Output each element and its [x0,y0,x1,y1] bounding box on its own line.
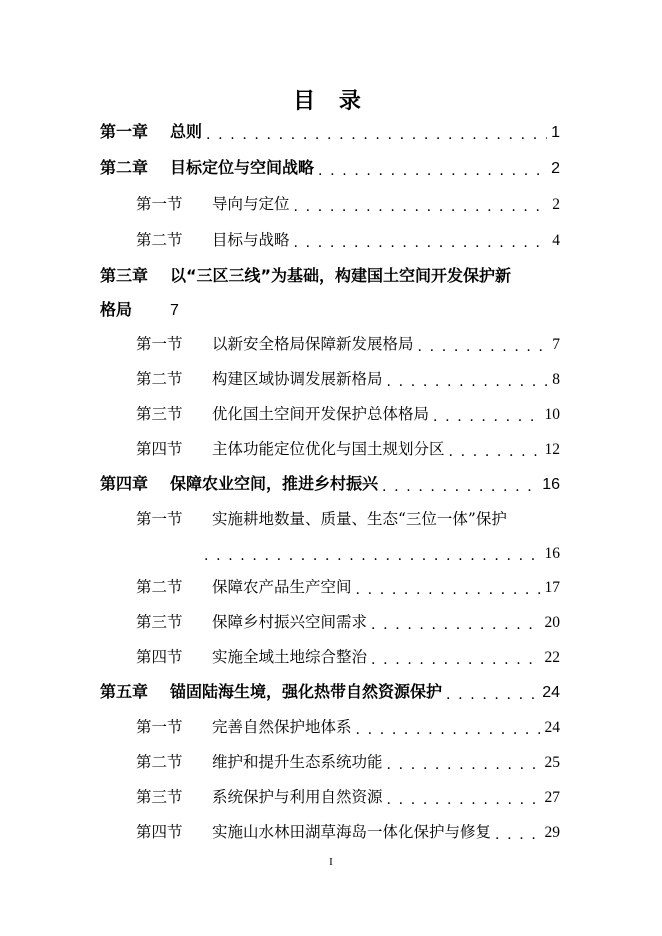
section-label [136,332,414,354]
toc-section-2-1[interactable] [136,186,560,214]
chapter-label [100,263,511,286]
chapter-label [100,471,378,494]
section-title: 实施耕地数量、质量、生态“三位一体”保护 [212,510,507,528]
toc-chapter-4[interactable] [100,466,560,494]
toc-chapter-1[interactable] [100,114,560,142]
toc-title: 目 录 [293,88,369,114]
page-number: 7 [552,336,560,353]
section-number: 第二节 [136,753,183,771]
footer-page-number: I [329,856,333,868]
leader-dots [204,549,541,563]
page-number: 2 [552,196,560,213]
toc-section-3-2[interactable] [136,361,560,389]
section-label [136,228,290,250]
toc-section-5-3[interactable] [136,779,560,807]
chapter-number: 第三章 [100,266,149,285]
section-number: 第三节 [136,613,183,631]
section-number: 第一节 [136,510,183,528]
chapter-number: 第一章 [100,122,149,141]
page-number: 4 [552,232,560,249]
chapter-label [100,679,442,702]
section-number: 第四节 [136,648,183,666]
leader-dots [356,583,541,597]
section-number: 第一节 [136,335,183,353]
section-number: 第二节 [136,578,183,596]
leader-dots [387,758,541,772]
leader-dots [294,236,549,250]
toc-section-5-1[interactable] [136,709,560,737]
toc-section-4-3[interactable] [136,604,560,632]
section-number: 第三节 [136,405,183,423]
section-number: 第四节 [136,440,183,458]
leader-dots [387,793,541,807]
chapter-title-line2: 格局 [100,300,133,319]
section-label [136,645,367,667]
section-number: 第二节 [136,370,183,388]
section-title: 优化国土空间开发保护总体格局 [212,405,430,423]
toc-section-3-1[interactable] [136,326,560,354]
section-label [136,575,352,597]
toc-section-4-2[interactable] [136,569,560,597]
leader-dots [371,618,540,632]
section-label [136,192,290,214]
page-number: 10 [544,406,560,423]
chapter-title: 目标定位与空间战略 [170,158,315,177]
section-label [136,402,429,424]
chapter-number: 第四章 [100,474,149,493]
toc-section-4-1[interactable] [136,501,560,529]
page-number: 2 [551,160,560,177]
page-number: 12 [544,441,560,458]
section-label [136,367,383,389]
page-number: 20 [544,614,560,631]
toc-chapter-2[interactable] [100,150,560,178]
chapter-number: 第五章 [100,682,149,701]
section-number: 第一节 [136,718,183,736]
leader-dots [418,340,549,354]
leader-dots [318,164,547,178]
page-number: 24 [544,719,560,736]
section-title: 维护和提升生态系统功能 [212,753,383,771]
section-title: 完善自然保护地体系 [212,718,352,736]
chapter-title: 总则 [170,122,203,141]
section-title: 导向与定位 [212,195,290,213]
leader-dots [495,828,540,842]
leader-dots [446,688,538,702]
chapter-number: 第二章 [100,158,149,177]
page-number: 29 [544,824,560,841]
toc-chapter-3-continued[interactable] [100,292,560,320]
section-title: 主体功能定位优化与国土规划分区 [212,440,445,458]
leader-dots [294,200,549,214]
section-label [136,715,352,737]
page-number: 1 [551,124,560,141]
section-title: 系统保护与利用自然资源 [212,788,383,806]
section-title: 保障农产品生产空间 [212,578,352,596]
chapter-label [100,155,314,178]
section-title: 目标与战略 [212,231,290,249]
toc-section-2-2[interactable] [136,222,560,250]
section-title: 构建区域协调发展新格局 [212,370,383,388]
leader-dots [387,375,549,389]
page-number: 25 [544,754,560,771]
section-label [136,820,491,842]
section-label [136,785,383,807]
section-title: 保障乡村振兴空间需求 [212,613,368,631]
section-label [136,610,367,632]
section-label [136,750,383,772]
section-title: 实施全域土地综合整治 [212,648,368,666]
chapter-label [100,119,202,142]
section-number: 第二节 [136,231,183,249]
toc-chapter-5[interactable] [100,674,560,702]
page-number: 16 [544,545,560,562]
page-number: 7 [170,302,179,319]
toc-section-4-4[interactable] [136,639,560,667]
toc-chapter-3[interactable] [100,258,560,286]
toc-section-3-4[interactable] [136,431,560,459]
chapter-title-line1: 以“三区三线”为基础，构建国土空间开发保护新 [170,266,512,285]
section-title: 实施山水林田湖草海岛一体化保护与修复 [212,823,492,841]
leader-dots [206,128,547,142]
section-title: 以新安全格局保障新发展格局 [212,335,414,353]
section-label [136,507,507,529]
toc-section-5-2[interactable] [136,744,560,772]
page-number: 22 [544,649,560,666]
chapter-label [100,297,179,320]
section-number: 第一节 [136,195,183,213]
leader-dots [382,480,538,494]
page-number: 8 [552,371,560,388]
leader-dots [449,445,541,459]
section-number: 第四节 [136,823,183,841]
leader-dots [371,653,540,667]
toc-section-5-4[interactable] [136,814,560,842]
section-label [136,437,445,459]
page-number: 16 [542,476,560,493]
toc-section-4-1-continued[interactable] [204,535,560,563]
section-number: 第三节 [136,788,183,806]
page-number: 24 [542,684,560,701]
chapter-title: 保障农业空间，推进乡村振兴 [170,474,379,493]
chapter-title: 锚固陆海生境，强化热带自然资源保护 [170,682,443,701]
page-number: 27 [544,789,560,806]
toc-section-3-3[interactable] [136,396,560,424]
leader-dots [356,723,541,737]
page-number: 17 [544,579,560,596]
leader-dots [433,410,540,424]
